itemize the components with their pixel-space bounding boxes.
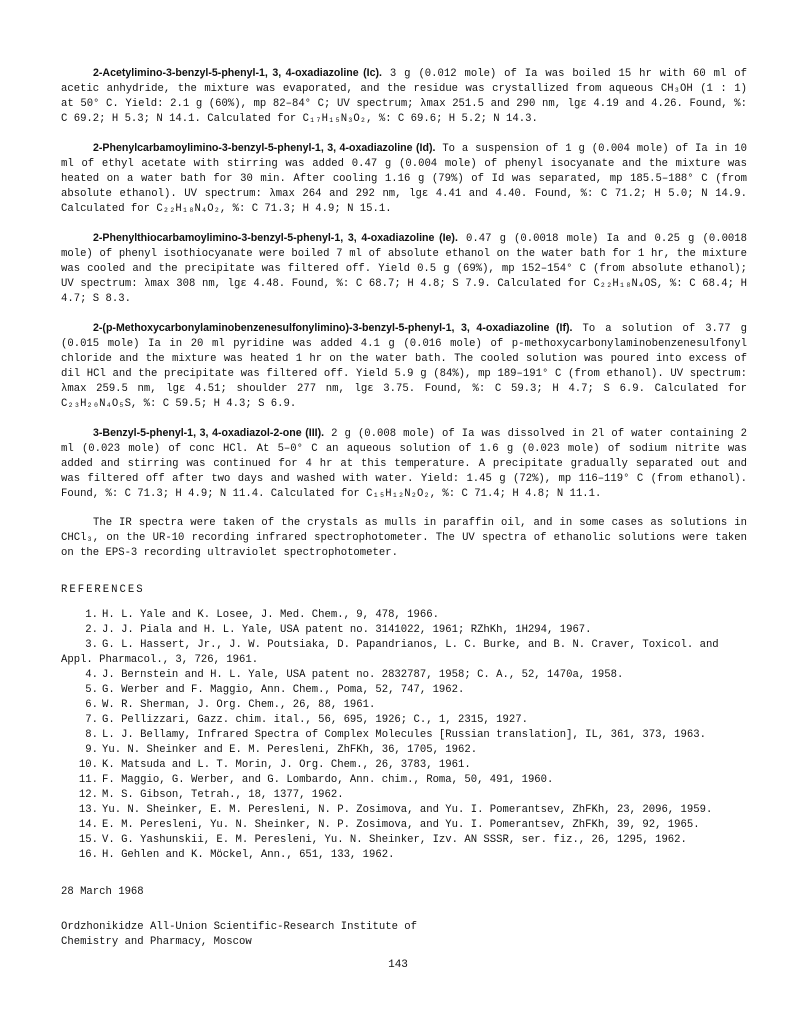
experimental-paragraph-id xyxy=(61,141,747,217)
compound-heading: 2-Acetylimino-3-benzyl-5-phenyl-1, 3, 4-oxadiazoline (Ic). xyxy=(93,67,382,79)
reference-number: 12. xyxy=(78,789,98,801)
reference-item xyxy=(61,833,747,848)
reference-number: 8. xyxy=(85,729,98,741)
reference-item xyxy=(61,788,747,803)
reference-number: 13. xyxy=(78,804,98,816)
reference-text: L. J. Bellamy, Infrared Spectra of Complex Molecules [Russian translation], IL, 361, 373, 1963. xyxy=(102,729,706,741)
reference-text: H. L. Yale and K. Losee, J. Med. Chem., 9, 478, 1966. xyxy=(102,609,439,621)
reference-text: M. S. Gibson, Tetrah., 18, 1377, 1962. xyxy=(102,789,344,801)
experimental-paragraph-ie xyxy=(61,231,747,307)
affiliation xyxy=(61,920,747,950)
affiliation-line: Chemistry and Pharmacy, Moscow xyxy=(61,936,252,948)
reference-number: 16. xyxy=(78,849,98,861)
reference-text: J. Bernstein and H. L. Yale, USA patent no. 2832787, 1958; C. A., 52, 1470a, 1958. xyxy=(102,669,624,681)
reference-item xyxy=(61,818,747,833)
experimental-paragraph-if xyxy=(61,321,747,412)
reference-item xyxy=(61,773,747,788)
reference-item xyxy=(61,713,747,728)
reference-text: G. Werber and F. Maggio, Ann. Chem., Poma, 52, 747, 1962. xyxy=(102,684,465,696)
reference-item xyxy=(61,668,747,683)
paragraph-text: 2 g (0.008 mole) of Ia was dissolved in 2l of water containing 2 ml (0.023 mole) of conc HCl. At 5–0° C an aqueous solution of 1.6 g (0.023 mole) of sodium nitrite was added and stirring was continued for 4 hr at this temperature. A precipitate gradually separated out and was filtered off after two days and washed with water. Yield: 1.45 g (72%), mp 116–119° C (from ethanol). Found, %: C 71.3; H 4.9; N 11.4. Calculated for C₁₅H₁₂N₂O₂, %: C 71.4; H 4.8; N 11.1. xyxy=(61,428,748,500)
references-list xyxy=(61,608,747,863)
compound-heading: 2-Phenylcarbamoylimino-3-benzyl-5-phenyl-1, 3, 4-oxadiazoline (Id). xyxy=(93,142,436,154)
reference-item xyxy=(61,848,747,863)
reference-item xyxy=(61,608,747,623)
compound-heading: 3-Benzyl-5-phenyl-1, 3, 4-oxadiazol-2-one (III). xyxy=(93,427,325,439)
reference-number: 6. xyxy=(85,699,98,711)
reference-number: 10. xyxy=(78,759,98,771)
reference-item xyxy=(61,683,747,698)
compound-heading: 2-Phenylthiocarbamoylimino-3-benzyl-5-phenyl-1, 3, 4-oxadiazoline (Ie). xyxy=(93,232,458,244)
paragraph-text: 3 g (0.012 mole) of Ia was boiled 15 hr with 60 ml of acetic anhydride, the mixture was evaporated, and the residue was crystallized from aqueous CH₃OH (1 : 1) at 50° C. Yield: 2.1 g (60%), mp 82–84° C; UV spectrum; λmax 251.5 and 290 nm, lgε 4.19 and 4.26. Found, %: C 69.2; H 5.3; N 14.1. Calculated for C₁₇H₁₅N₃O₂, %: C 69.6; H 5.2; N 14.3. xyxy=(61,68,748,125)
reference-item xyxy=(61,758,747,773)
page-number: 143 xyxy=(388,959,408,971)
reference-number: 1. xyxy=(85,609,98,621)
page-body xyxy=(61,66,747,950)
reference-text: J. J. Piala and H. L. Yale, USA patent no. 3141022, 1961; RZhKh, 1H294, 1967. xyxy=(102,624,592,636)
paragraph-text: 0.47 g (0.0018 mole) Ia and 0.25 g (0.0018 mole) of phenyl isothiocyanate were boiled 7 ml of absolute ethanol on the water bath for 1 hr, the mixture was cooled and the precipitate was filtered off. Yield 0.5 g (69%), mp 152–154° C (from absolute ethanol); UV spectrum: λmax 308 nm, lgε 4.48. Found, %: C 68.7; H 4.8; S 7.9. Calculated for C₂₂H₁₈N₄OS, %: C 68.4; H 4.7; S 8.3. xyxy=(61,233,748,305)
reference-text: V. G. Yashunskii, E. M. Peresleni, Yu. N. Sheinker, Izv. AN SSSR, ser. fiz., 26, 1295, 1962. xyxy=(102,834,687,846)
reference-item xyxy=(61,803,747,818)
reference-text: F. Maggio, G. Werber, and G. Lombardo, Ann. chim., Roma, 50, 491, 1960. xyxy=(102,774,554,786)
reference-number: 2. xyxy=(85,624,98,636)
reference-item xyxy=(61,638,747,668)
reference-text: G. Pellizzari, Gazz. chim. ital., 56, 695, 1926; C., 1, 2315, 1927. xyxy=(102,714,528,726)
references-heading: REFERENCES xyxy=(61,584,145,596)
reference-item xyxy=(61,728,747,743)
reference-number: 7. xyxy=(85,714,98,726)
affiliation-line: Ordzhonikidze All-Union Scientific-Research Institute of xyxy=(61,921,418,933)
reference-text: K. Matsuda and L. T. Morin, J. Org. Chem., 26, 3783, 1961. xyxy=(102,759,471,771)
reference-number: 15. xyxy=(78,834,98,846)
reference-text: W. R. Sherman, J. Org. Chem., 26, 88, 1961. xyxy=(102,699,376,711)
spectra-note-paragraph: The IR spectra were taken of the crystals as mulls in paraffin oil, and in some cases as solutions in CHCl₃, on the UR-10 recording infrared spectrophotometer. The UV spectra of ethanolic solutions were taken on the EPS-3 recording ultraviolet spectrophotometer. xyxy=(61,517,747,559)
reference-number: 11. xyxy=(78,774,98,786)
experimental-paragraph-ic xyxy=(61,66,747,127)
reference-text: H. Gehlen and K. Möckel, Ann., 651, 133, 1962. xyxy=(102,849,395,861)
reference-text: Yu. N. Sheinker, E. M. Peresleni, N. P. Zosimova, and Yu. I. Pomerantsev, ZhFKh, 23, 2096, 1959. xyxy=(102,804,713,816)
reference-number: 5. xyxy=(85,684,98,696)
reference-item xyxy=(61,623,747,638)
reference-text: Yu. N. Sheinker and E. M. Peresleni, ZhFKh, 36, 1705, 1962. xyxy=(102,744,478,756)
paragraph-text: To a suspension of 1 g (0.004 mole) of Ia in 10 ml of ethyl acetate with stirring was added 0.47 g (0.004 mole) of phenyl isocyanate and the mixture was heated on a water bath for 30 min. After cooling 1.16 g (79%) of Id was separated, mp 185.5–188° C (from absolute ethanol). UV spectrum: λmax 264 and 292 nm, lgε 4.41 and 4.40. Found, %: C 71.2; H 5.0; N 14.9. Calculated for C₂₂H₁₈N₄O₂, %: C 71.3; H 4.9; N 15.1. xyxy=(61,143,747,215)
reference-text: E. M. Peresleni, Yu. N. Sheinker, N. P. Zosimova, and Yu. I. Pomerantsev, ZhFKh, 39, 92, 1965. xyxy=(102,819,700,831)
paragraph-text: To a solution of 3.77 g (0.015 mole) Ia in 20 ml pyridine was added 4.1 g (0.016 mole) of p-methoxycarbonylaminobenzenesulfonyl chloride and the mixture was heated 1 hr on the water bath. The cooled solution was poured into excess of dil HCl and the precipitate was filtered off. Yield 5.9 g (84%), mp 189–191° C (from ethanol). UV spectrum: λmax 259.5 nm, lgε 4.51; shoulder 277 nm, lgε 3.75. Found, %: C 59.3; H 4.7; S 6.9. Calculated for C₂₃H₂₀N₄O₅S, %: C 59.5; H 4.3; S 6.9. xyxy=(61,323,747,410)
reference-number: 9. xyxy=(85,744,98,756)
reference-number: 14. xyxy=(78,819,98,831)
reference-item xyxy=(61,743,747,758)
reference-item xyxy=(61,698,747,713)
reference-number: 4. xyxy=(85,669,98,681)
experimental-paragraph-iii xyxy=(61,426,747,502)
reference-text: G. L. Hassert, Jr., J. W. Poutsiaka, D. Papandrianos, L. C. Burke, and B. N. Craver, Toxicol. and Appl. Pharmacol., 3, 726, 1961. xyxy=(61,639,719,666)
reference-number: 3. xyxy=(85,639,98,651)
compound-heading: 2-(p-Methoxycarbonylaminobenzenesulfonylimino)-3-benzyl-5-phenyl-1, 3, 4-oxadiazoline (If). xyxy=(93,322,573,334)
received-date: 28 March 1968 xyxy=(61,886,144,898)
